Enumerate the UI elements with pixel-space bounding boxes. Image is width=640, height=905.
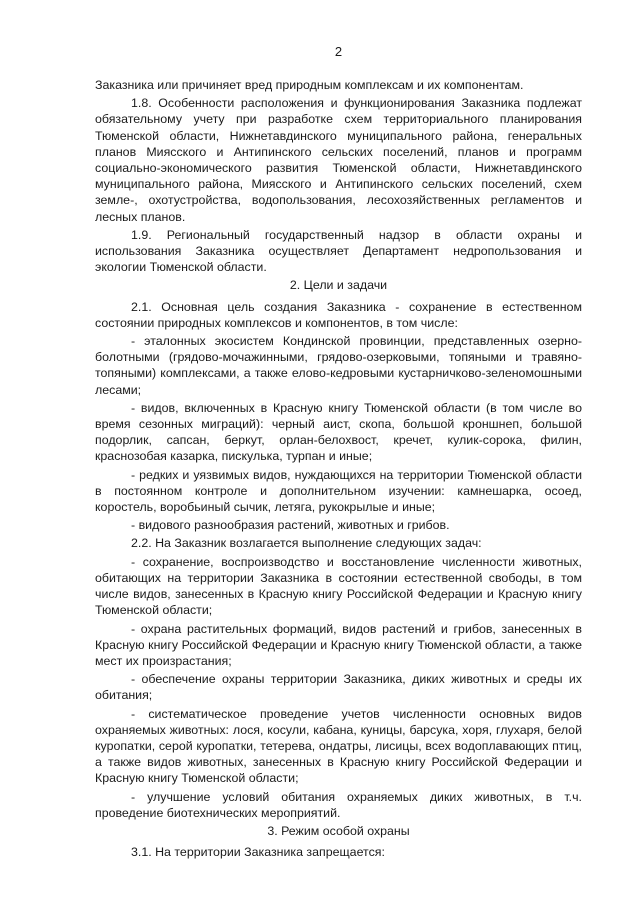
paragraph-2-1: 2.1. Основная цель создания Заказника - сохранение в естественном состоянии природных комплексов и компонентов, в том числе:: [95, 299, 582, 330]
list-item-task-census: - систематическое проведение учетов численности основных видов охраняемых животных: лося, косули, кабана, куницы, барсука, хоря, глухаря, белой куропатки, серой куропатки, тетерева, ондатры, лисицы, всех водоплавающих птиц, а также видов животных, занесенных в Красную книгу Российской Федерации и Красную книгу Тюменской области;: [95, 706, 582, 786]
paragraph-2-2: 2.2. На Заказник возлагается выполнение следующих задач:: [131, 536, 482, 551]
paragraph-continuation: Заказника или причиняет вред природным комплексам и их компонентам.: [95, 78, 524, 92]
list-item-task-habitat: - улучшение условий обитания охраняемых диких животных, в т.ч. проведение биотехнических мероприятий.: [95, 789, 582, 820]
list-item-ecosystems: - эталонных экосистем Кондинской провинции, представленных озерно-болотными (грядово-мочажинными, грядово-озерковыми, топяными и травяно-топяными) комплексами, а также елово-кедровыми кустарничково-зеленомошными лесами;: [95, 334, 582, 397]
list-item-task-conservation: - сохранение, воспроизводство и восстановление численности животных, обитающих на территории Заказника в состоянии естественной свободы, в том числе видов, занесенных в Красную книгу Российской Федерации и Красную книгу Тюменской области;: [95, 554, 582, 618]
list-item-red-book-species: - видов, включенных в Красную книгу Тюменской области (в том числе во время сезонных миграций): черный аист, скопа, большой кроншнеп, большой подорлик, сапсан, беркут, орлан-белохвост, кречет, кулик-сорока, филин, краснозобая казарка, пискулька, турпан и иные;: [95, 400, 582, 464]
section-heading-regime: 3. Режим особой охраны: [267, 823, 410, 838]
list-item-task-protection: - обеспечение охраны территории Заказника, диких животных и среды их обитания;: [95, 672, 582, 703]
list-item-diversity: - видового разнообразия растений, животных и грибов.: [131, 518, 450, 533]
list-item-rare-species: - редких и уязвимых видов, нуждающихся на территории Тюменской области в постоянном контроле и дополнительном изучении: камнешарка, осоед, коростель, воробьиный сычик, летяга, рукокрылые и иные;: [95, 467, 582, 515]
paragraph-1-8: 1.8. Особенности расположения и функционирования Заказника подлежат обязательному учету при разработке схем территориального планирования Тюменской области, Нижнетавдинского муниципального района, генеральных планов Миясского и Антипинского сельских поселений, планов и программ социально-экономического развития Тюменской области, Нижнетавдинского муниципального района, Миясского и Антипинского сельских поселений, схем земле-, охотустройства, водопользования, лесохозяйственных регламентов и лесных планов.: [95, 96, 582, 224]
paragraph-1-9: 1.9. Региональный государственный надзор в области охраны и использования Заказника осуществляет Департамент недропользования и экологии Тюменской области.: [95, 227, 582, 275]
paragraph-3-1: 3.1. На территории Заказника запрещается:: [131, 845, 385, 860]
page-number: 2: [334, 44, 343, 59]
section-heading-goals: 2. Цели и задачи: [289, 278, 388, 293]
list-item-task-plants: - охрана растительных формаций, видов растений и грибов, занесенных в Красную книгу Российской Федерации и Красную книгу Тюменской области, а также мест их произрастания;: [95, 621, 582, 668]
